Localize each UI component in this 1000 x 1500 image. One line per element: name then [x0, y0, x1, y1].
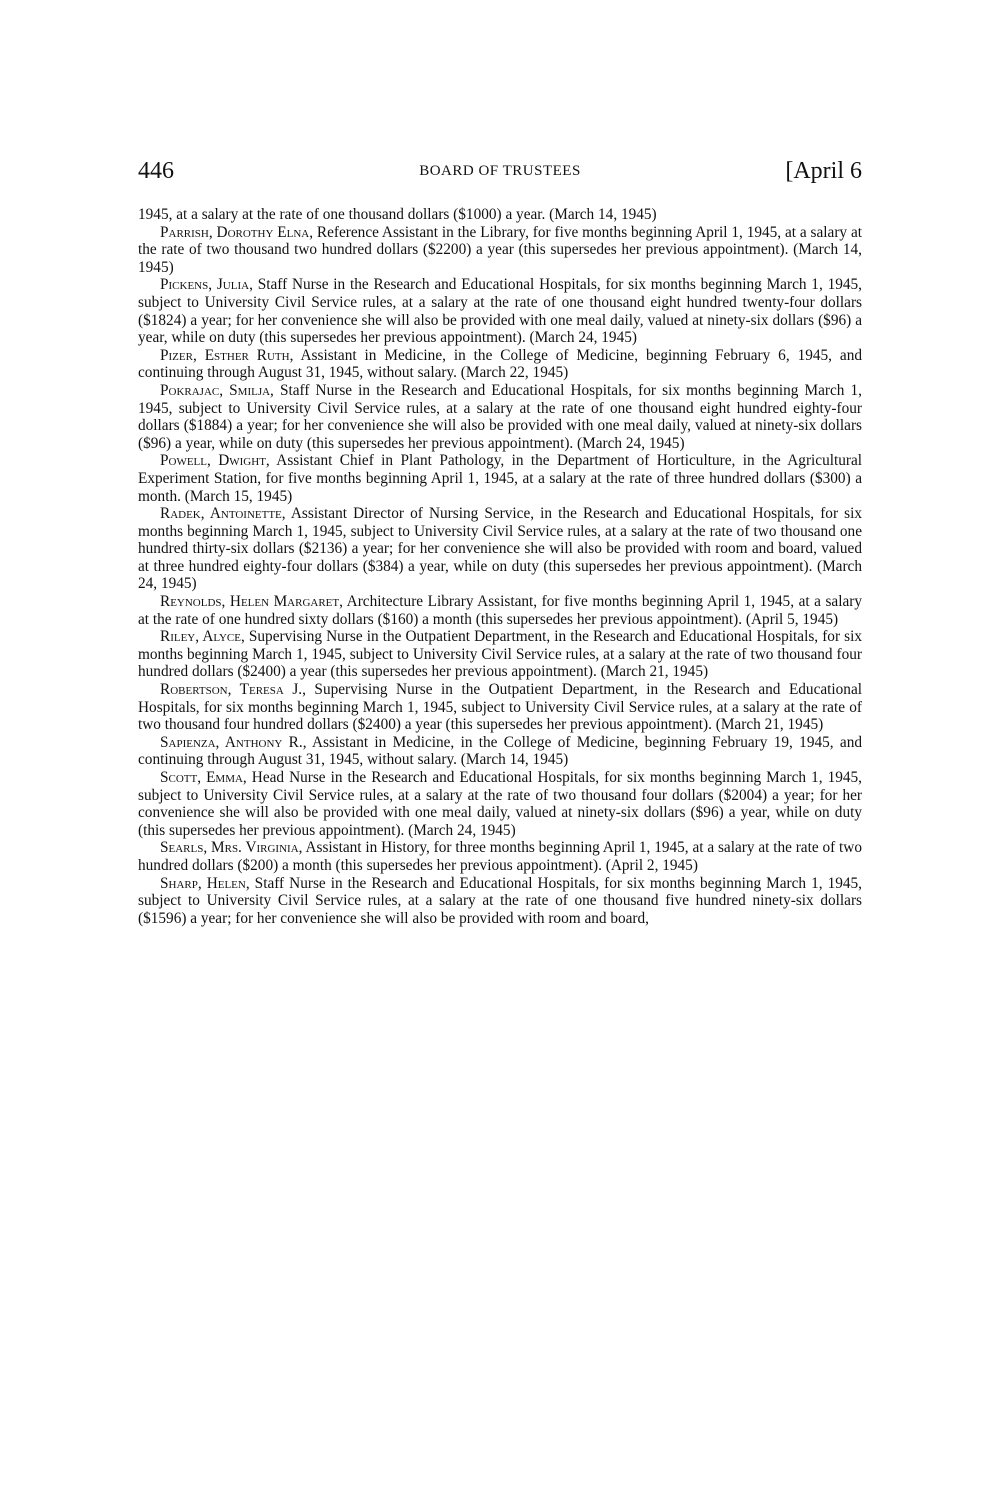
appointment-text: Assistant in History, for three months beginning April 1, 1945, at a salary at the rate of two hundred dollars ($200) a month (this supersedes her previous appointment). (April 2, 1945)	[138, 839, 862, 874]
appointment-text: Architecture Library Assistant, for five months beginning April 1, 1945, at a salary at the rate of one hundred sixty dollars ($160) a month (this supersedes her previous appointment). (April 5, 1945)	[138, 593, 862, 628]
appointee-name: Scott, Emma,	[160, 769, 247, 786]
appointment-text: Staff Nurse in the Research and Educational Hospitals, for six months beginning March 1, 1945, subject to University Civil Service rules, at a salary at the rate of one thousand eight hundred eighty-four dollars ($1884) a year; for her convenience she will also be provided with one meal daily, valued at ninety-six dollars ($96) a year, while on duty (this supersedes her previous appointment). (March 24, 1945)	[138, 381, 862, 452]
appointment-entry	[138, 224, 862, 277]
appointment-entry	[138, 276, 862, 346]
continuation-paragraph: 1945, at a salary at the rate of one thousand dollars ($1000) a year. (March 14, 1945)	[138, 206, 657, 223]
page-number: 446	[138, 158, 174, 184]
appointee-name: Pizer, Esther Ruth,	[160, 346, 294, 364]
appointment-entry	[138, 628, 862, 681]
appointee-name: Radek, Antoinette,	[160, 505, 286, 523]
appointee-name: Pokrajac, Smilja,	[160, 381, 274, 399]
appointment-entry	[138, 681, 862, 734]
document-page	[138, 158, 862, 927]
appointment-entry	[138, 839, 862, 874]
appointment-text: Supervising Nurse in the Outpatient Department, in the Research and Educational Hospitals, for six months beginning March 1, 1945, subject to University Civil Service rules, at a salary at the rate of two thousand four hundred dollars ($2400) a year (this supersedes her previous appointment). (March 21, 1945)	[138, 681, 862, 734]
appointment-entry	[138, 875, 862, 928]
appointee-name: Reynolds, Helen Margaret,	[160, 593, 343, 611]
appointee-name: Robertson, Teresa J.,	[160, 681, 306, 699]
appointment-text: Supervising Nurse in the Outpatient Department, in the Research and Educational Hospitals, for six months beginning March 1, 1945, subject to University Civil Service rules, at a salary at the rate of two thousand four hundred dollars ($2400) a year (this supersedes her previous appointment). (March 21, 1945)	[138, 628, 862, 681]
appointment-entry	[138, 382, 862, 452]
appointment-entry	[138, 593, 862, 628]
appointment-text: Assistant in Medicine, in the College of Medicine, beginning February 6, 1945, and continuing through August 31, 1945, without salary. (March 22, 1945)	[138, 346, 862, 382]
appointment-entry	[138, 452, 862, 505]
appointee-name: Pickens, Julia,	[160, 276, 253, 294]
appointee-name: Powell, Dwight,	[160, 452, 270, 470]
appointee-name: Riley, Alyce,	[160, 628, 245, 646]
appointment-text: Reference Assistant in the Library, for five months beginning April 1, 1945, at a salary at the rate of two thousand two hundred dollars ($2200) a year (this supersedes her previous appointment). (March 14, 1945)	[138, 223, 862, 276]
appointee-name: Searls, Mrs. Virginia,	[160, 839, 303, 857]
appointment-entry	[138, 769, 862, 839]
appointments-list	[138, 206, 862, 927]
appointee-name: Sharp, Helen,	[160, 874, 250, 892]
appointment-text: Staff Nurse in the Research and Educational Hospitals, for six months beginning March 1, 1945, subject to University Civil Service rules, at a salary at the rate of one thousand eight hundred twenty-four dollars ($1824) a year; for her convenience she will also be provided with one meal daily, valued at ninety-six dollars ($96) a year, while on duty (this supersedes her previous appointment). (March 24, 1945)	[138, 276, 862, 347]
appointment-entry	[138, 734, 862, 769]
appointment-entry	[138, 347, 862, 382]
appointment-text: Assistant Director of Nursing Service, in the Research and Educational Hospitals, for six months beginning March 1, 1945, subject to University Civil Service rules, at a salary at the rate of two thousand one hundred thirty-six dollars ($2136) a year; for her convenience she will also be provided with room and board, valued at three hundred eighty-four dollars ($384) a year, while on duty (this supersedes her previous appointment). (March 24, 1945)	[138, 505, 862, 593]
appointment-text: Assistant Chief in Plant Pathology, in the Department of Horticulture, in the Agricultural Experiment Station, for five months beginning April 1, 1945, at a salary at the rate of three hundred dollars ($300) a month. (March 15, 1945)	[138, 452, 863, 505]
appointment-text: Staff Nurse in the Research and Educational Hospitals, for six months beginning March 1, 1945, subject to University Civil Service rules, at a salary at the rate of one thousand five hundred ninety-six dollars ($1596) a year; for her convenience she will also be provided with room and board,	[138, 874, 862, 927]
appointment-text: Head Nurse in the Research and Educational Hospitals, for six months beginning March 1, 1945, subject to University Civil Service rules, at a salary at the rate of two thousand four dollars ($2004) a year; for her convenience she will also be provided with one meal daily, valued at ninety-six dollars ($96) a year, while on duty (this supersedes her previous appointment). (March 24, 1945)	[138, 769, 862, 839]
appointment-entry	[138, 505, 862, 593]
running-head	[138, 158, 862, 194]
appointment-text: Assistant in Medicine, in the College of Medicine, beginning February 19, 1945, and continuing through August 31, 1945, without salary. (March 14, 1945)	[138, 733, 862, 769]
appointee-name: Sapienza, Anthony R.,	[160, 733, 307, 751]
header-title: BOARD OF TRUSTEES	[419, 163, 581, 179]
appointee-name: Parrish, Dorothy Elna,	[160, 223, 314, 241]
header-date: [April 6	[785, 158, 862, 184]
